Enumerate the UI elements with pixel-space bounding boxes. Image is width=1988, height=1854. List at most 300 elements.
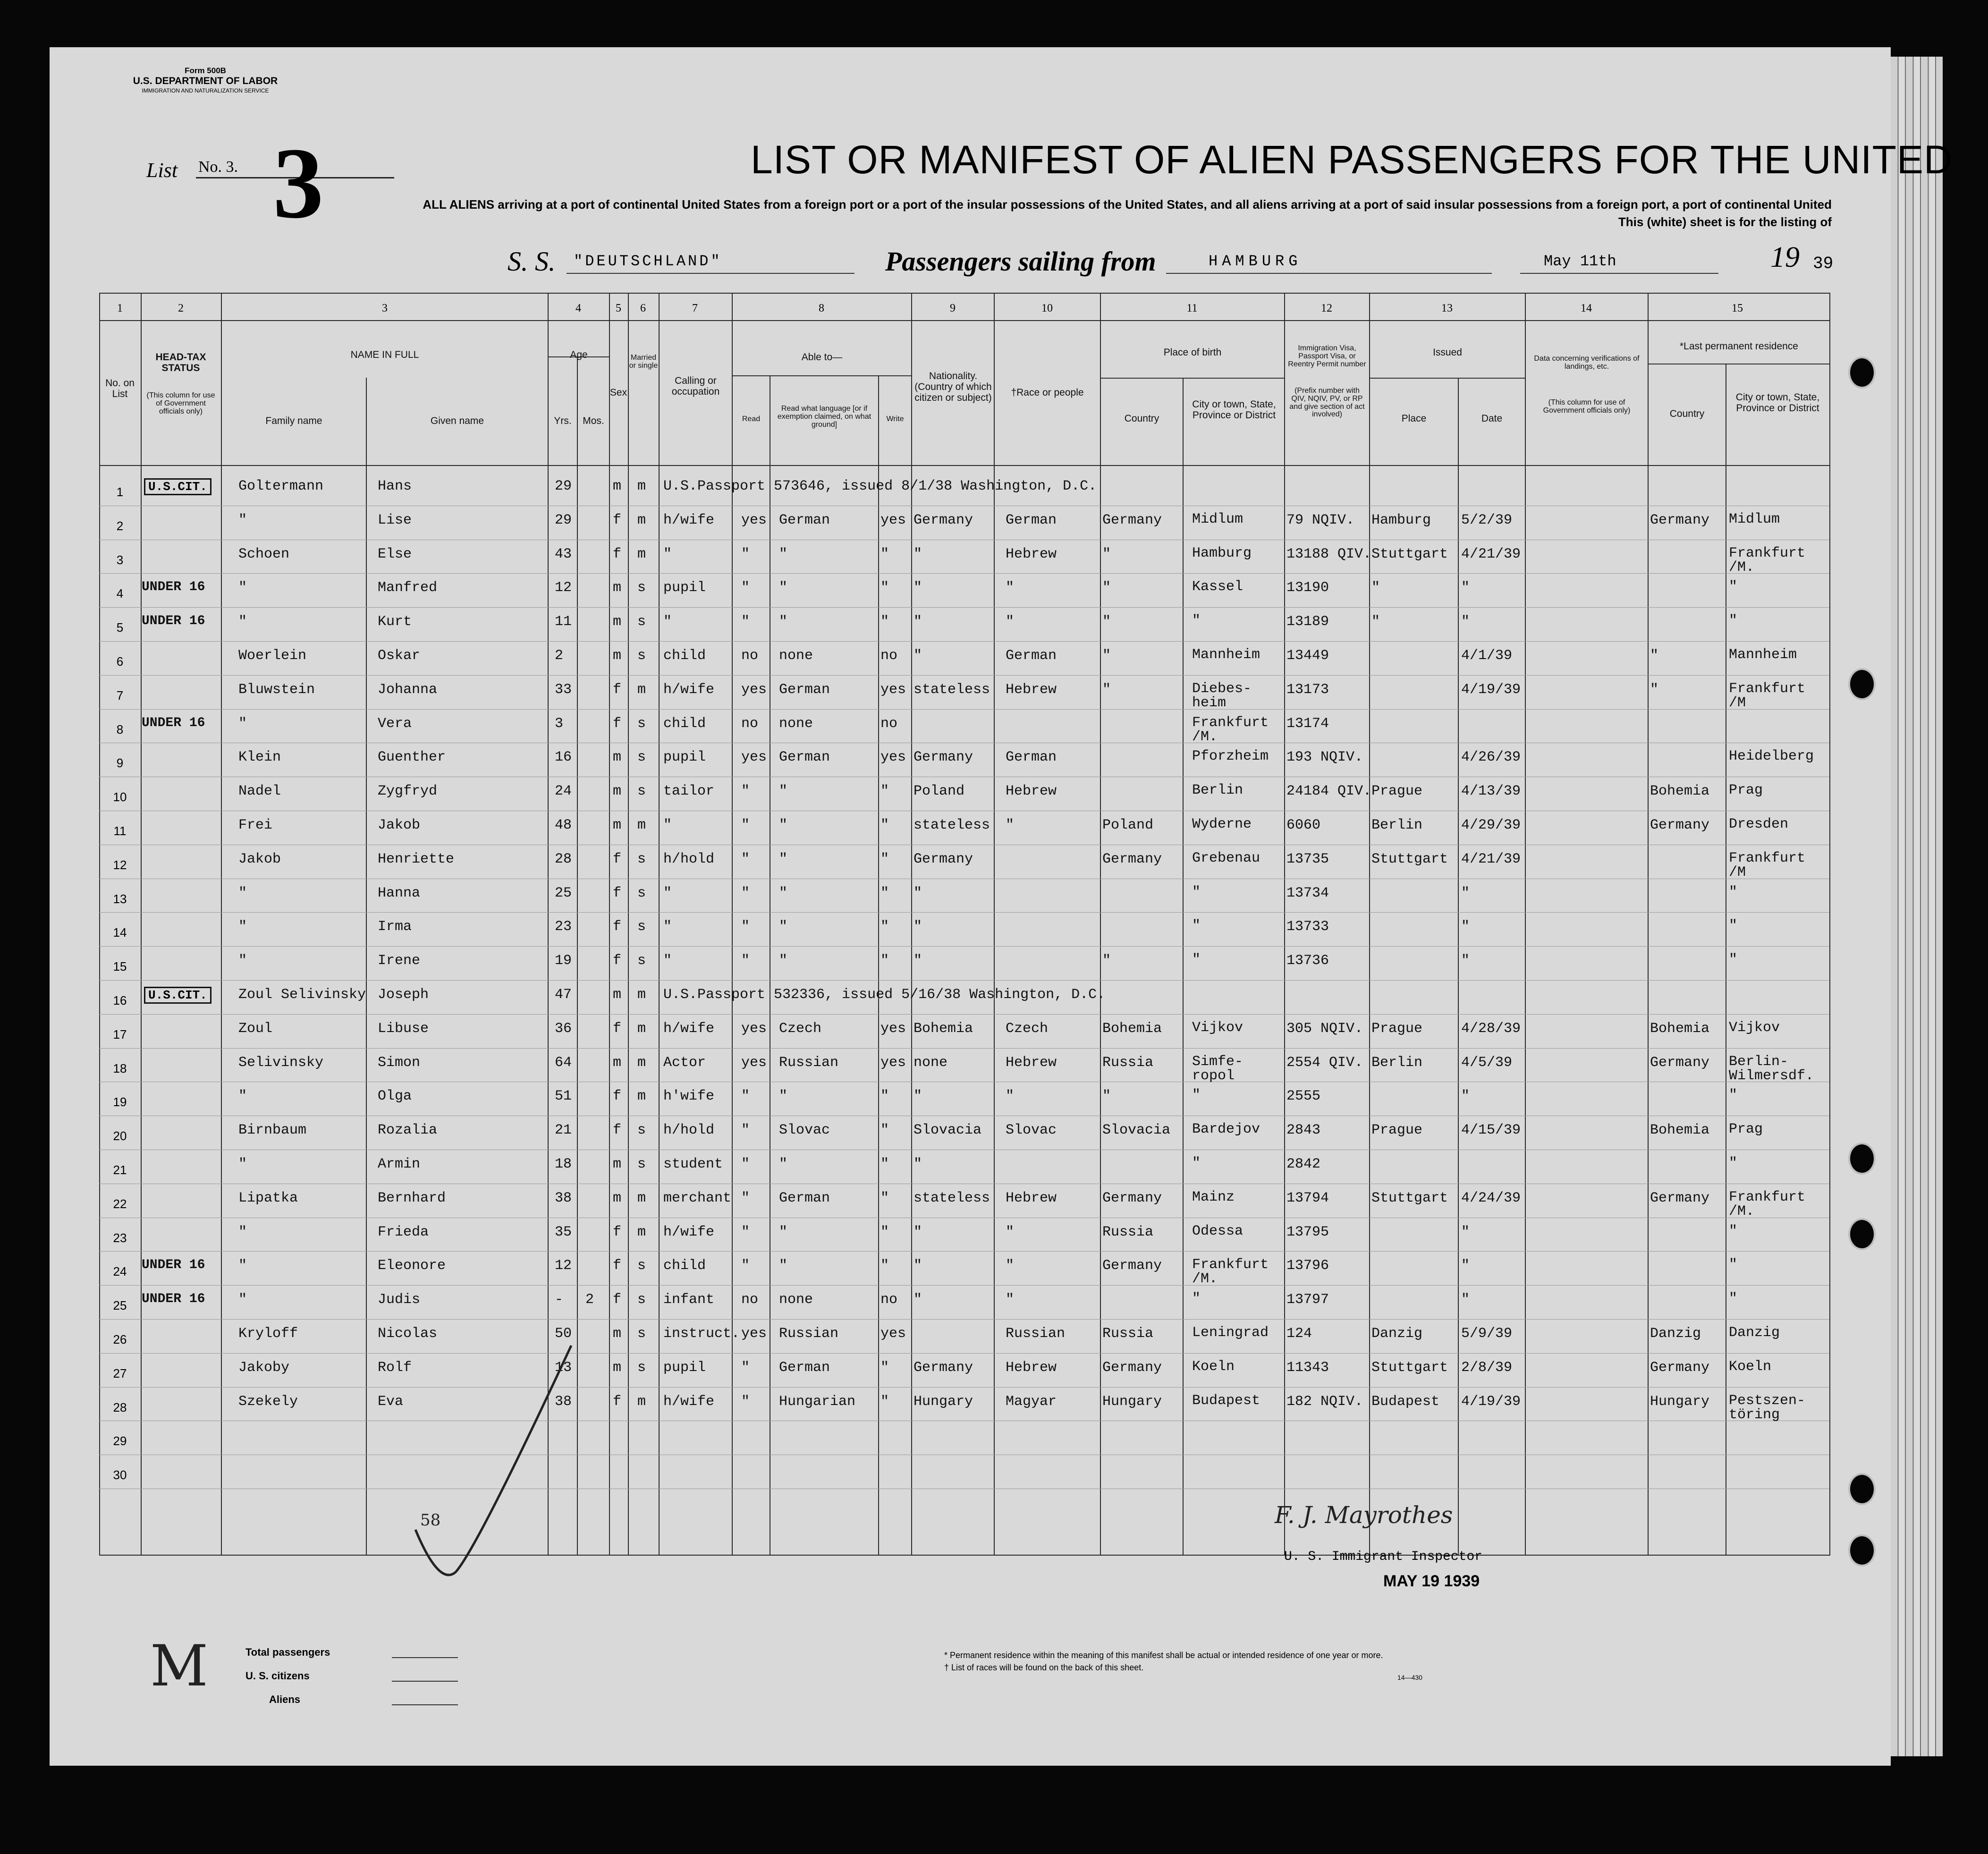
given-name: Eva xyxy=(378,1393,404,1410)
nationality: " xyxy=(914,1088,922,1105)
birth-city: Diebes- heim xyxy=(1192,680,1252,711)
header-birth-city: City or town, State, Province or District xyxy=(1192,399,1276,421)
row-rule xyxy=(99,1353,1829,1354)
issued-place: Prague xyxy=(1371,1122,1423,1139)
family-name: Selivinsky xyxy=(238,1054,324,1071)
write: no xyxy=(880,648,898,664)
nationality: " xyxy=(914,614,922,630)
age-years: 23 xyxy=(555,919,572,935)
footer-note-races: † List of races will be found on the back of this sheet. xyxy=(944,1663,1144,1672)
given-name: Nicolas xyxy=(378,1326,438,1342)
sex: m xyxy=(613,1156,622,1172)
write: " xyxy=(880,1258,889,1274)
birth-country: " xyxy=(1102,580,1111,596)
birth-country: Slovacia xyxy=(1102,1122,1171,1139)
issued-place: Berlin xyxy=(1371,1054,1423,1071)
sex: f xyxy=(613,512,622,528)
nationality: Germany xyxy=(914,851,973,867)
port-underline xyxy=(1166,273,1492,274)
write: yes xyxy=(880,681,906,698)
occupation: tailor xyxy=(663,783,715,800)
row-rule xyxy=(99,946,1829,947)
visa-number: 79 NQIV. xyxy=(1286,512,1355,528)
year-printed: 19 xyxy=(1770,241,1800,273)
residence-city: " xyxy=(1729,1087,1738,1104)
visa-number: 193 NQIV. xyxy=(1286,749,1363,766)
marital-status: m xyxy=(637,512,646,528)
column-number: 2 xyxy=(178,302,184,314)
residence-country: Bohemia xyxy=(1650,1020,1710,1037)
marital-status: s xyxy=(637,851,646,867)
sex: m xyxy=(613,478,622,494)
head-tax-status: UNDER 16 xyxy=(142,580,205,595)
issued-date: 4/26/39 xyxy=(1461,749,1521,766)
nationality: Slovacia xyxy=(914,1122,982,1139)
birth-country: Germany xyxy=(1102,1258,1162,1274)
family-name: " xyxy=(238,1156,247,1172)
family-name: Kryloff xyxy=(238,1326,298,1342)
sex: f xyxy=(613,851,622,867)
row-rule xyxy=(99,709,1829,710)
write: " xyxy=(880,1122,889,1139)
race: " xyxy=(1006,580,1015,596)
read-language: German xyxy=(779,749,830,766)
read-language: " xyxy=(779,817,788,833)
read-language: German xyxy=(779,1190,830,1206)
given-name: Judis xyxy=(378,1292,421,1308)
col-border xyxy=(609,293,610,1556)
read-language: Hungarian xyxy=(779,1393,856,1410)
race: Czech xyxy=(1006,1020,1049,1037)
given-name: Simon xyxy=(378,1054,421,1071)
passport-note: U.S.Passport 532336, issued 5/16/38 Washington, D.C. xyxy=(663,987,1106,1003)
col-border xyxy=(1369,293,1370,1556)
footer-form-code: 14—430 xyxy=(1397,1674,1422,1681)
residence-country: Germany xyxy=(1650,1190,1710,1206)
column-number: 6 xyxy=(640,302,646,314)
residence-city: Pestszen- töring xyxy=(1729,1392,1806,1423)
residence-city: Frankfurt /M xyxy=(1729,850,1806,880)
binder-hole xyxy=(1848,1218,1876,1250)
family-name: Jakoby xyxy=(238,1359,290,1376)
us-citizen-stamp: U.S.CIT. xyxy=(144,478,211,495)
read-language: " xyxy=(779,885,788,901)
age-years: 48 xyxy=(555,817,572,833)
col-border xyxy=(1648,293,1649,1556)
row-rule xyxy=(99,1048,1829,1049)
given-name: Rozalia xyxy=(378,1122,438,1139)
ss-label: S. S. xyxy=(508,246,556,277)
write: " xyxy=(880,1088,889,1105)
given-name: Lise xyxy=(378,512,412,528)
row-number: 11 xyxy=(113,824,127,838)
read: no xyxy=(741,648,759,664)
occupation: child xyxy=(663,715,706,732)
marital-status: s xyxy=(637,648,646,664)
manifest-subtitle: ALL ALIENS arriving at a port of continental United States from a foreign port or a port of the insular possessions of the United States, and all aliens arriving at a port of said insular possessions from a foreign port, a port of continental United xyxy=(423,197,1832,212)
read-language: " xyxy=(779,1224,788,1240)
age-years: 29 xyxy=(555,478,572,494)
family-name: " xyxy=(238,919,247,935)
table-top-border xyxy=(99,293,1829,294)
row-rule xyxy=(99,980,1829,981)
age-years: 38 xyxy=(555,1393,572,1410)
family-name: Szekely xyxy=(238,1393,298,1410)
given-name: Zygfryd xyxy=(378,783,438,800)
marital-status: s xyxy=(637,1326,646,1342)
occupation: pupil xyxy=(663,749,706,766)
family-name: " xyxy=(238,1292,247,1308)
write: " xyxy=(880,1190,889,1206)
row-number: 29 xyxy=(113,1434,127,1448)
marital-status: s xyxy=(637,783,646,800)
birth-country: Russia xyxy=(1102,1326,1154,1342)
read-language: " xyxy=(779,580,788,596)
col-border xyxy=(659,293,660,1556)
header-mos: Mos. xyxy=(583,415,604,426)
read: " xyxy=(741,580,750,596)
issued-place: " xyxy=(1371,580,1380,596)
row-rule xyxy=(99,1319,1829,1320)
issued-date: 4/5/39 xyxy=(1461,1054,1513,1071)
issued-date: " xyxy=(1461,1224,1470,1240)
issued-place: Prague xyxy=(1371,1020,1423,1037)
occupation: pupil xyxy=(663,580,706,596)
col-border xyxy=(1183,378,1184,1555)
column-number: 1 xyxy=(117,302,123,314)
issued-date: " xyxy=(1461,885,1470,901)
write: " xyxy=(880,919,889,935)
header-visa: Immigration Visa, Passport Visa, or Reentry Permit number xyxy=(1288,344,1366,368)
read: " xyxy=(741,1190,750,1206)
read-language: " xyxy=(779,1258,788,1274)
row-number: 5 xyxy=(116,620,124,635)
write: no xyxy=(880,715,898,732)
row-number: 10 xyxy=(113,790,127,804)
head-tax-status: UNDER 16 xyxy=(142,1292,205,1307)
header-place-of-birth: Place of birth xyxy=(1163,347,1222,358)
sex: f xyxy=(613,1292,622,1308)
marital-status: s xyxy=(637,1292,646,1308)
head-tax-status: UNDER 16 xyxy=(142,715,205,730)
race: " xyxy=(1006,614,1015,630)
occupation: h'wife xyxy=(663,1088,715,1105)
head-tax-status: UNDER 16 xyxy=(142,1258,205,1273)
issued-place: Berlin xyxy=(1371,817,1423,833)
residence-city: Prag xyxy=(1729,782,1763,799)
corner-mark: M xyxy=(150,1634,208,1699)
birth-city: Midlum xyxy=(1192,511,1244,527)
passport-note: U.S.Passport 573646, issued 8/1/38 Washington, D.C. xyxy=(663,478,1097,494)
footer-aliens: Aliens xyxy=(269,1693,301,1705)
birth-city: Hamburg xyxy=(1192,545,1252,561)
birth-city: Frankfurt /M. xyxy=(1192,1257,1269,1287)
nationality: " xyxy=(914,919,922,935)
column-number: 3 xyxy=(382,302,388,314)
race: Hebrew xyxy=(1006,1190,1057,1206)
header-res-country: Country xyxy=(1669,408,1705,419)
nationality: Germany xyxy=(914,1359,973,1376)
race: " xyxy=(1006,1292,1015,1308)
col-border xyxy=(366,378,367,1555)
family-name: Schoen xyxy=(238,546,290,562)
department-name: U.S. DEPARTMENT OF LABOR xyxy=(133,76,278,86)
row-rule xyxy=(99,1387,1829,1388)
row-number: 21 xyxy=(113,1163,127,1177)
sex: f xyxy=(613,546,622,562)
marital-status: m xyxy=(637,1224,646,1240)
residence-city: Frankfurt /M xyxy=(1729,680,1806,711)
given-name: Armin xyxy=(378,1156,421,1172)
visa-number: 182 NQIV. xyxy=(1286,1393,1363,1410)
given-name: Kurt xyxy=(378,614,412,630)
row-number: 19 xyxy=(113,1095,127,1109)
visa-number: 2555 xyxy=(1286,1088,1321,1105)
binder-hole xyxy=(1848,1473,1876,1505)
header-sex: Sex xyxy=(609,387,627,398)
read: yes xyxy=(741,1054,767,1071)
header-able-to: Able to— xyxy=(801,352,843,363)
visa-number: 13190 xyxy=(1286,580,1329,596)
row-number: 13 xyxy=(113,891,127,906)
row-number: 28 xyxy=(113,1400,127,1414)
binder-hole xyxy=(1848,1143,1876,1175)
header-write: Write xyxy=(886,415,904,423)
read: " xyxy=(741,614,750,630)
header-head-tax: HEAD-TAX STATUS xyxy=(155,352,206,374)
visa-number: 11343 xyxy=(1286,1359,1329,1376)
visa-number: 2842 xyxy=(1286,1156,1321,1172)
given-name: Eleonore xyxy=(378,1258,446,1274)
visa-number: 305 NQIV. xyxy=(1286,1020,1363,1037)
issued-date: 4/24/39 xyxy=(1461,1190,1521,1206)
marital-status: s xyxy=(637,715,646,732)
given-name: Oskar xyxy=(378,648,421,664)
read: yes xyxy=(741,512,767,528)
header-given-name: Given name xyxy=(430,415,484,426)
given-name: Rolf xyxy=(378,1359,412,1376)
header-calling: Calling or occupation xyxy=(671,375,720,398)
issued-date: 4/1/39 xyxy=(1461,648,1513,664)
header-nationality: Nationality. (Country of which citizen or subject) xyxy=(914,371,992,404)
age-years: 38 xyxy=(555,1190,572,1206)
residence-city: Frankfurt /M. xyxy=(1729,545,1806,576)
header-race: †Race or people xyxy=(1011,387,1084,398)
family-name: " xyxy=(238,512,247,528)
residence-country: Germany xyxy=(1650,817,1710,833)
read-language: " xyxy=(779,953,788,969)
header-read-language: Read what language [or if exemption claimed, on what ground] xyxy=(777,405,871,429)
birth-country: Germany xyxy=(1102,512,1162,528)
write: yes xyxy=(880,512,906,528)
read-language: Russian xyxy=(779,1054,839,1071)
visa-number: 24184 QIV. xyxy=(1286,783,1372,800)
read: " xyxy=(741,851,750,867)
residence-city: Danzig xyxy=(1729,1325,1780,1341)
race: German xyxy=(1006,512,1057,528)
residence-country: Germany xyxy=(1650,512,1710,528)
occupation: " xyxy=(663,546,672,562)
read-language: " xyxy=(779,1156,788,1172)
write: " xyxy=(880,1156,889,1172)
row-rule xyxy=(99,1251,1829,1252)
marital-status: m xyxy=(637,546,646,562)
checkmark-stroke xyxy=(411,1341,581,1596)
given-name: Joseph xyxy=(378,987,429,1003)
nationality: " xyxy=(914,953,922,969)
birth-country: " xyxy=(1102,546,1111,562)
age-years: 28 xyxy=(555,851,572,867)
read: " xyxy=(741,817,750,833)
write: no xyxy=(880,1292,898,1308)
visa-number: 2554 QIV. xyxy=(1286,1054,1363,1071)
header-married: Married or single xyxy=(629,354,658,370)
marital-status: s xyxy=(637,1359,646,1376)
row-rule xyxy=(99,675,1829,676)
occupation: " xyxy=(663,953,672,969)
read: " xyxy=(741,546,750,562)
header-issued: Issued xyxy=(1433,347,1462,358)
occupation: merchant xyxy=(663,1190,732,1206)
issued-date: 4/21/39 xyxy=(1461,546,1521,562)
age-years: 51 xyxy=(555,1088,572,1105)
row-number: 9 xyxy=(116,756,124,770)
occupation: h/wife xyxy=(663,1020,715,1037)
birth-country: Germany xyxy=(1102,851,1162,867)
given-name: Irma xyxy=(378,919,412,935)
visa-number: 13189 xyxy=(1286,614,1329,630)
row-number: 24 xyxy=(113,1264,127,1279)
visa-number: 13188 QIV. xyxy=(1286,546,1372,562)
read: " xyxy=(741,1393,750,1410)
birth-city: Pforzheim xyxy=(1192,748,1269,765)
column-number: 15 xyxy=(1732,302,1743,314)
issued-date: 4/19/39 xyxy=(1461,681,1521,698)
read: " xyxy=(741,1122,750,1139)
birth-city: Kassel xyxy=(1192,579,1244,595)
given-name: Irene xyxy=(378,953,421,969)
birth-city: Wyderne xyxy=(1192,816,1252,832)
read-language: " xyxy=(779,546,788,562)
age-years: 43 xyxy=(555,546,572,562)
read: " xyxy=(741,1224,750,1240)
column-number: 11 xyxy=(1186,302,1198,314)
list-label: List xyxy=(146,159,178,182)
marital-status: s xyxy=(637,919,646,935)
age-years: 11 xyxy=(555,614,572,630)
birth-city: Koeln xyxy=(1192,1358,1235,1375)
race: Hebrew xyxy=(1006,1359,1057,1376)
birth-country: Hungary xyxy=(1102,1393,1162,1410)
header-yrs: Yrs. xyxy=(554,415,572,426)
footer-line xyxy=(392,1704,458,1705)
ableto-subrule xyxy=(732,375,911,376)
table-bottom-border xyxy=(99,1555,1829,1556)
marital-status: s xyxy=(637,1258,646,1274)
write: yes xyxy=(880,749,906,766)
visa-number: 13736 xyxy=(1286,953,1329,969)
marital-status: s xyxy=(637,953,646,969)
sex: f xyxy=(613,953,622,969)
row-number: 20 xyxy=(113,1129,127,1143)
read-language: German xyxy=(779,681,830,698)
sex: m xyxy=(613,1359,622,1376)
occupation: h/wife xyxy=(663,1393,715,1410)
birth-subrule xyxy=(1100,378,1284,379)
birth-country: Bohemia xyxy=(1102,1020,1162,1037)
race: " xyxy=(1006,817,1015,833)
birth-country: " xyxy=(1102,614,1111,630)
sailing-date: May 11th xyxy=(1544,253,1616,270)
residence-country: Hungary xyxy=(1650,1393,1710,1410)
residence-city: Koeln xyxy=(1729,1358,1772,1375)
write: " xyxy=(880,953,889,969)
read: yes xyxy=(741,749,767,766)
read: yes xyxy=(741,1326,767,1342)
sex: f xyxy=(613,681,622,698)
read-language: Slovac xyxy=(779,1122,830,1139)
race: Hebrew xyxy=(1006,546,1057,562)
residence-city: Vijkov xyxy=(1729,1019,1780,1036)
occupation: instruct. xyxy=(663,1326,740,1342)
date-underline xyxy=(1520,273,1718,274)
family-name: " xyxy=(238,1224,247,1240)
read-language: " xyxy=(779,614,788,630)
row-number: 12 xyxy=(113,857,127,872)
issued-date: " xyxy=(1461,1258,1470,1274)
issued-place: Hamburg xyxy=(1371,512,1431,528)
birth-city: " xyxy=(1192,613,1201,629)
write: " xyxy=(880,614,889,630)
age-years: 18 xyxy=(555,1156,572,1172)
residence-city: Berlin- Wilmersdf. xyxy=(1729,1053,1814,1084)
race: " xyxy=(1006,1258,1015,1274)
residence-city: " xyxy=(1729,884,1738,900)
row-number: 14 xyxy=(113,925,127,940)
column-number: 4 xyxy=(575,302,581,314)
footer-us-citizens: U. S. citizens xyxy=(245,1670,310,1682)
header-age: Age xyxy=(570,349,588,360)
header-family-name: Family name xyxy=(265,415,322,426)
issued-date: 4/21/39 xyxy=(1461,851,1521,867)
issued-date: 5/2/39 xyxy=(1461,512,1513,528)
given-name: Guenther xyxy=(378,749,446,766)
visa-number: 124 xyxy=(1286,1326,1312,1342)
birth-country: " xyxy=(1102,1088,1111,1105)
sex: f xyxy=(613,1088,622,1105)
read-language: German xyxy=(779,1359,830,1376)
family-name: Lipatka xyxy=(238,1190,298,1206)
marital-status: m xyxy=(637,1088,646,1105)
marital-status: s xyxy=(637,1122,646,1139)
nationality: " xyxy=(914,1258,922,1274)
nationality: " xyxy=(914,1224,922,1240)
birth-country: Russia xyxy=(1102,1054,1154,1071)
row-number: 6 xyxy=(116,654,124,669)
residence-city: " xyxy=(1729,918,1738,934)
nationality: stateless xyxy=(914,1190,990,1206)
age-years: 29 xyxy=(555,512,572,528)
marital-status: m xyxy=(637,478,646,494)
given-name: Olga xyxy=(378,1088,412,1105)
header-bottom-rule xyxy=(99,465,1829,466)
column-number: 12 xyxy=(1321,302,1332,314)
issued-place: Stuttgart xyxy=(1371,546,1448,562)
header-visa-note: (Prefix number with QIV, NQIV, PV, or RP and give section of act involved) xyxy=(1289,387,1365,419)
col-border xyxy=(628,293,629,1556)
race: Magyar xyxy=(1006,1393,1057,1410)
nationality: Hungary xyxy=(914,1393,973,1410)
